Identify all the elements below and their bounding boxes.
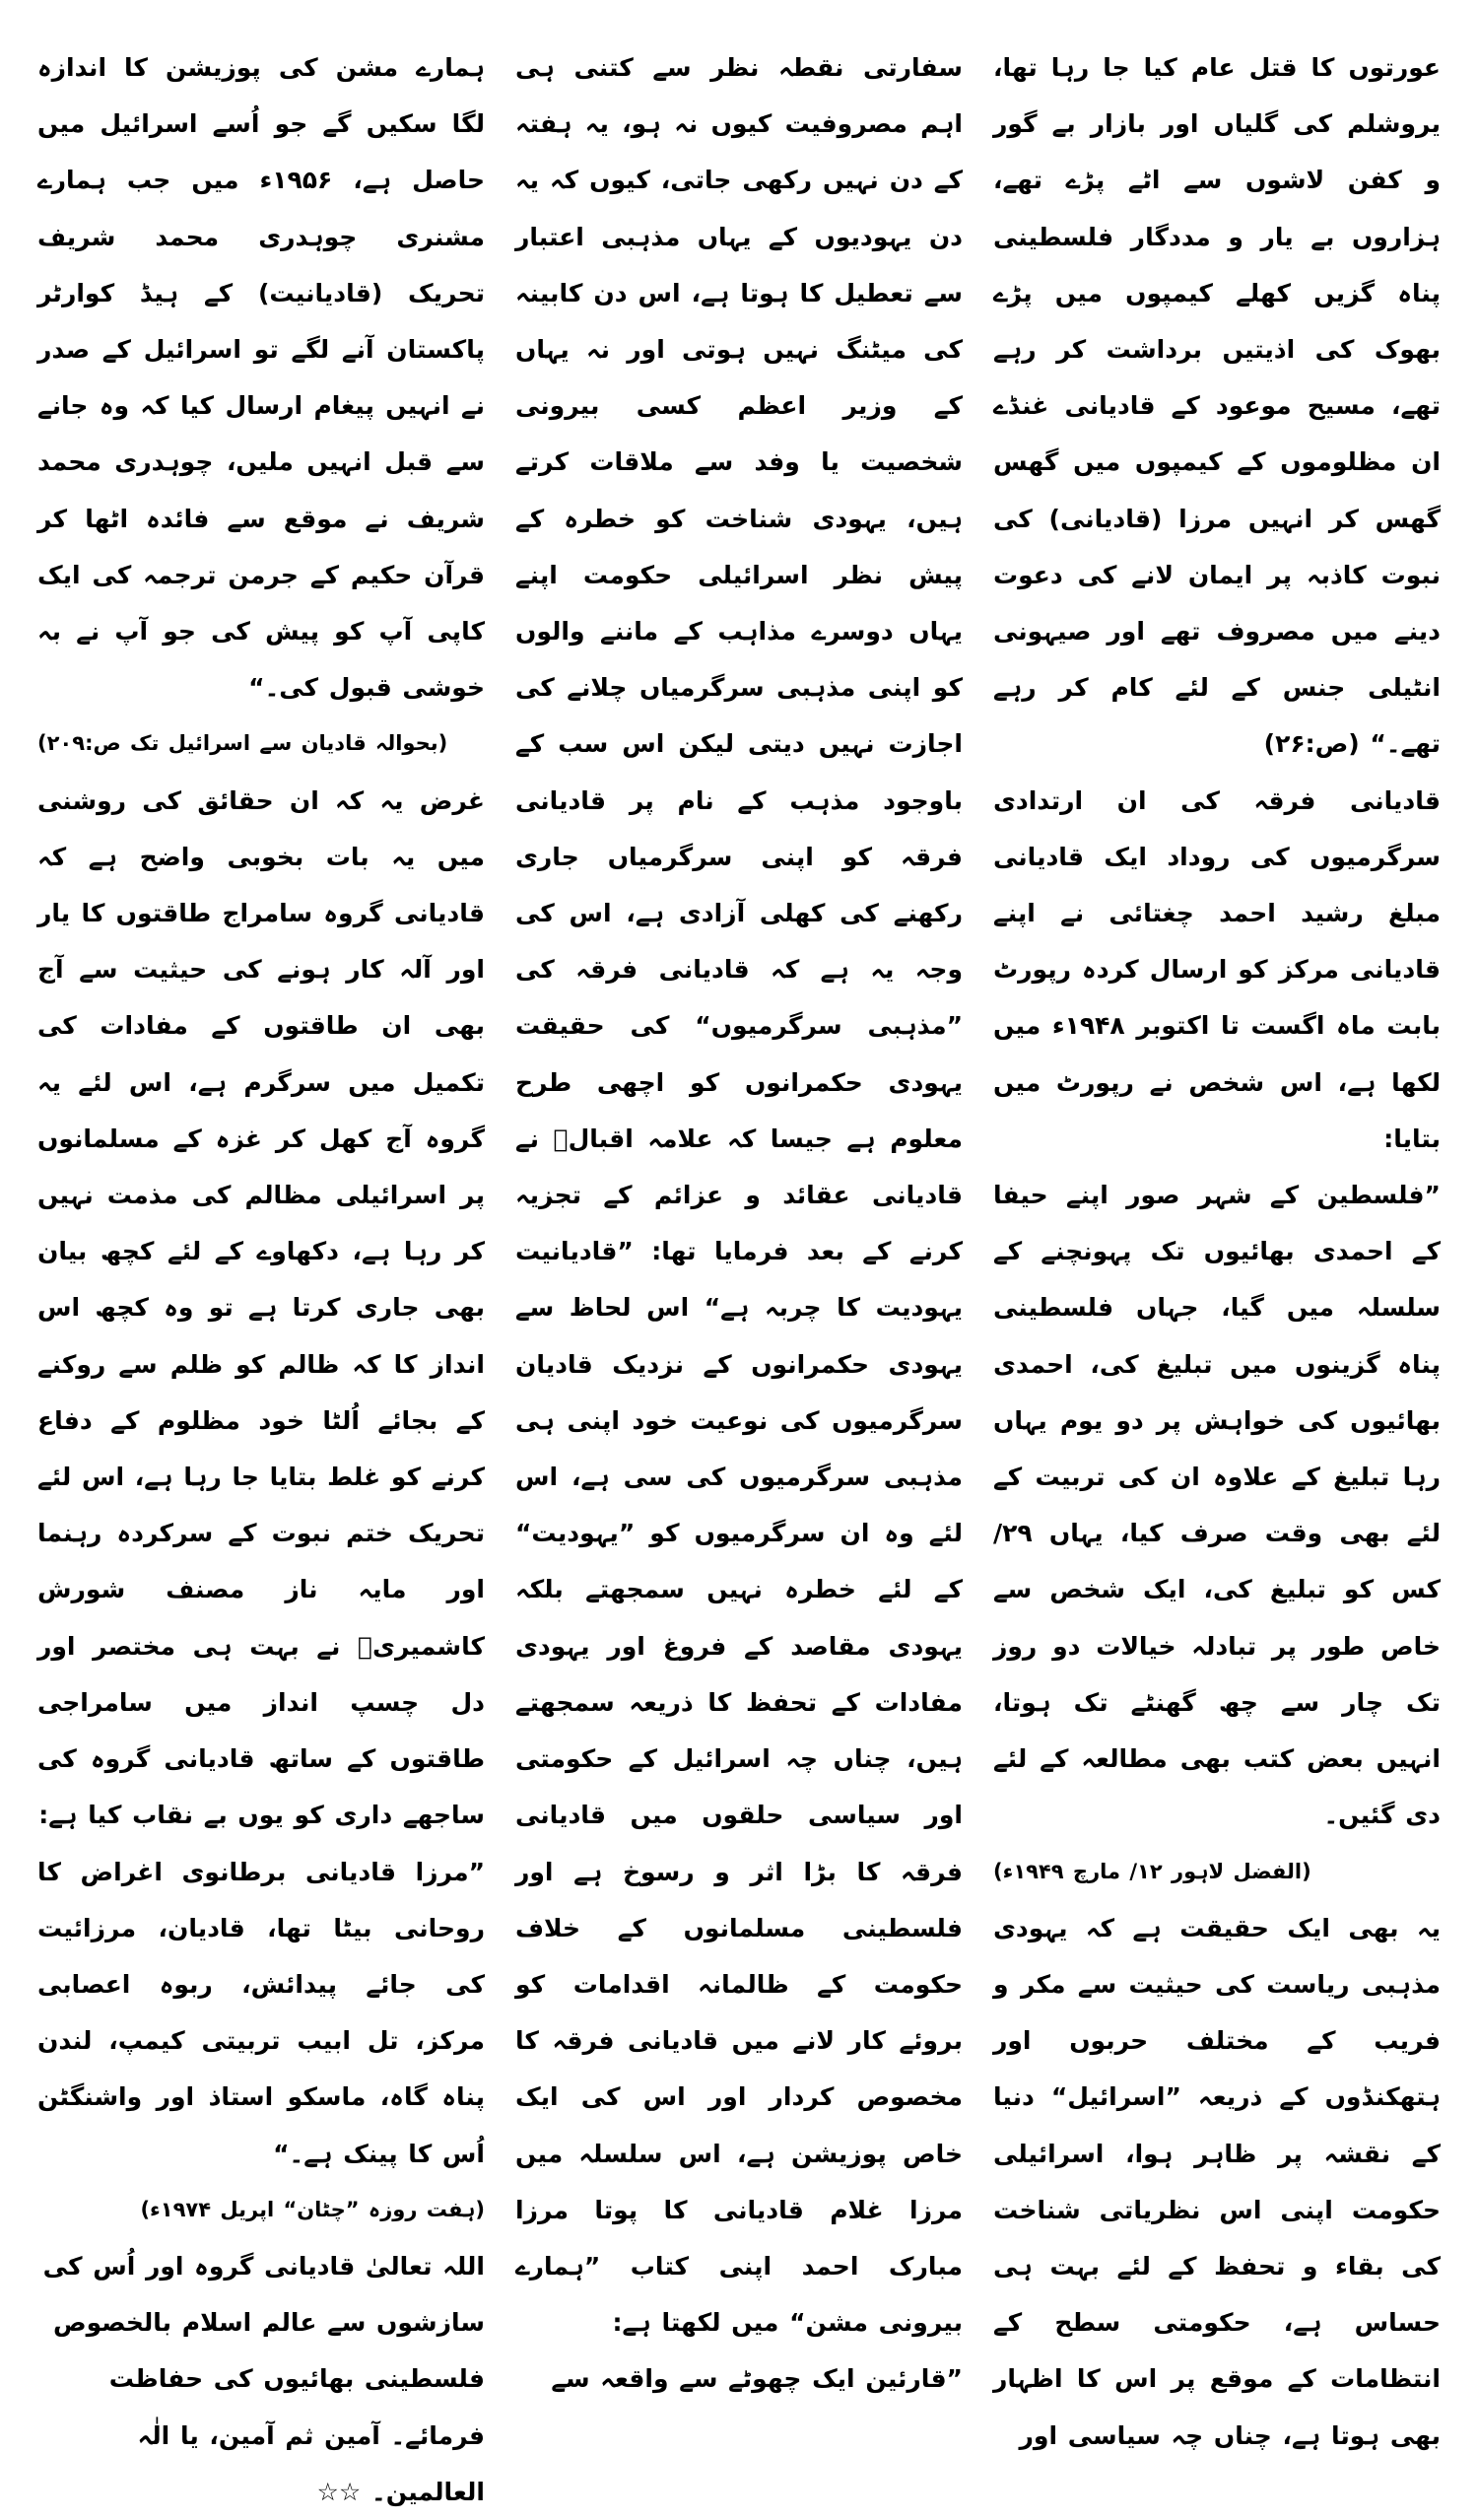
- quotation: ”قارئین ایک چھوٹے سے واقعہ سے: [551, 2364, 963, 2394]
- paragraph: عورتوں کا قتل عام کیا جا رہا تھا، یروشلم کی گلیاں اور بازار بے گور و کفن لاشوں سے اٹے پڑے تھے، ہزاروں بے یار و مددگار فلسطینی پناہ گزیں کھلے کیمپوں میں پڑے بھوک کی اذیتیں برداشت کر رہے تھے، مسیح موعود کے قادیانی غنڈے ان مظلوموں کے کیمپوں میں گھس گھس کر انہیں مرزا (قادیانی) کی نبوت کاذبہ پر ایمان لانے کی دعوت دینے میں مصروف تھے اور صیہونی انٹیلی جنس کے لئے کام کر رہے تھے۔“ (ص:۲۶): [993, 53, 1441, 759]
- citation: (ہفت روزہ ”چٹان“ اپریل ۱۹۷۴ء): [140, 2197, 485, 2221]
- paragraph: قادیانی فرقہ کی ان ارتدادی سرگرمیوں کی روداد ایک قادیانی مبلغ رشید احمد چغتائی نے اپنے قادیانی مرکز کو ارسال کردہ رپورٹ بابت ماہ اگست تا اکتوبر ۱۹۴۸ء میں لکھا ہے، اس شخص نے رپورٹ میں بتایا:: [993, 785, 1441, 1153]
- text-column-middle: [515, 39, 963, 2394]
- quotation: ”فلسطین کے شہر صور اپنے حیفا کے احمدی بھائیوں تک پہونچنے کے سلسلہ میں گیا، جہاں فلسطینی پناہ گزینوں میں تبلیغ کی، احمدی بھائیوں کی خواہش پر دو یوم یہاں رہا تبلیغ کے علاوہ ان کی تربیت کے لئے بھی وقت صرف کیا، یہاں ۲۹/کس کو تبلیغ کی، ایک شخص سے خاص طور پر تبادلہ خیالات دو روز تک چار سے چھ گھنٹے تک ہوتا، انہیں بعض کتب بھی مطالعہ کے لئے دی گئیں۔: [993, 1181, 1441, 1830]
- closing-paragraph: اللہ تعالیٰ قادیانی گروہ اور اُس کی سازشوں سے عالم اسلام بالخصوص فلسطینی بھائیوں کی حفاظت فرمائے۔ آمین ثم آمین، یا الٰہ العالمین۔ ☆☆: [42, 2251, 485, 2506]
- paragraph: ہمارے مشن کی پوزیشن کا اندازہ لگا سکیں گے جو اُسے اسرائیل میں حاصل ہے، ۱۹۵۶ء میں جب ہمارے مشنری چوہدری محمد شریف تحریک (قادیانیت) کے ہیڈ کوارٹر پاکستان آنے لگے تو اسرائیل کے صدر نے انہیں پیغام ارسال کیا کہ وہ جانے سے قبل انہیں ملیں، چوہدری محمد شریف نے موقع سے فائدہ اٹھا کر قرآن حکیم کے جرمن ترجمہ کی ایک کاپی آپ کو پیش کی جو آپ نے بہ خوشی قبول کی۔“: [37, 53, 485, 703]
- paragraph: غرض یہ کہ ان حقائق کی روشنی میں یہ بات بخوبی واضح ہے کہ قادیانی گروہ سامراج طاقتوں کا یار اور آلہ کار ہونے کی حیثیت سے آج بھی ان طاقتوں کے مفادات کی تکمیل میں سرگرم ہے، اس لئے یہ گروہ آج کھل کر غزہ کے مسلمانوں پر اسرائیلی مظالم کی مذمت نہیں کر رہا ہے، دکھاوے کے لئے کچھ بیان بھی جاری کرتا ہے تو وہ کچھ اس انداز کا کہ ظالم کو ظلم سے روکنے کے بجائے اُلٹا خود مظلوم کے دفاع کرنے کو غلط بتایا جا رہا ہے، اس لئے تحریک ختم نبوت کے سرکردہ رہنما اور مایہ ناز مصنف شورش کاشمیریؒ نے بہت ہی مختصر اور دل چسپ انداز میں سامراجی طاقتوں کے ساتھ قادیانی گروہ کی ساجھے داری کو یوں بے نقاب کیا ہے:: [37, 785, 485, 1830]
- paragraph: یہ بھی ایک حقیقت ہے کہ یہودی مذہبی ریاست کی حیثیت سے مکر و فریب کے مختلف حربوں اور ہتھکنڈوں کے ذریعہ ”اسرائیل“ دنیا کے نقشہ پر ظاہر ہوا، اسرائیلی حکومت اپنی اس نظریاتی شناخت کی بقاء و تحفظ کے لئے بہت ہی حساس ہے، حکومتی سطح کے انتظامات کے موقع پر اس کا اظہار بھی ہوتا ہے، چناں چہ سیاسی اور: [993, 1913, 1441, 2450]
- paragraph: سفارتی نقطہ نظر سے کتنی ہی اہم مصروفیت کیوں نہ ہو، یہ ہفتہ کے دن نہیں رکھی جاتی، کیوں کہ یہ دن یہودیوں کے یہاں مذہبی اعتبار سے تعطیل کا ہوتا ہے، اس دن کابینہ کی میٹنگ نہیں ہوتی اور نہ یہاں کے وزیر اعظم کسی بیرونی شخصیت یا وفد سے ملاقات کرتے ہیں، یہودی شناخت کو خطرہ کے پیش نظر اسرائیلی حکومت اپنے یہاں دوسرے مذاہب کے ماننے والوں کو اپنی مذہبی سرگرمیاں چلانے کی اجازت نہیں دیتی لیکن اس سب کے باوجود مذہب کے نام پر قادیانی فرقہ کو اپنی سرگرمیاں جاری رکھنے کی کھلی آزادی ہے، اس کی وجہ یہ ہے کہ قادیانی فرقہ کی ”مذہبی سرگرمیوں“ کی حقیقت یہودی حکمرانوں کو اچھی طرح معلوم ہے جیسا کہ علامہ اقبالؒ نے قادیانی عقائد و عزائم کے تجزیہ کرنے کے بعد فرمایا تھا: ”قادیانیت یہودیت کا چربہ ہے“ اس لحاظ سے یہودی حکمرانوں کے نزدیک قادیان سرگرمیوں کی نوعیت خود اپنی ہی مذہبی سرگرمیوں کی سی ہے، اس لئے وہ ان سرگرمیوں کو ”یہودیت“ کے لئے خطرہ نہیں سمجھتے بلکہ یہودی مقاصد کے فروغ اور یہودی مفادات کے تحفظ کا ذریعہ سمجھتے ہیں، چناں چہ اسرائیل کے حکومتی اور سیاسی حلقوں میں قادیانی فرقہ کا بڑا اثر و رسوخ ہے اور فلسطینی مسلمانوں کے خلاف حکومت کے ظالمانہ اقدامات کو بروئے کار لانے میں قادیانی فرقہ کا مخصوص کردار اور اس کی ایک خاص پوزیشن ہے، اس سلسلہ میں مرزا غلام قادیانی کا پوتا مرزا مبارک احمد اپنی کتاب ”ہمارے بیرونی مشن“ میں لکھتا ہے:: [515, 53, 963, 2338]
- text-column-left: [37, 39, 485, 2506]
- citation: (بحوالہ قادیان سے اسرائیل تک ص:۲۰۹): [37, 731, 448, 756]
- quotation: ”مرزا قادیانی برطانوی اغراض کا روحانی بیٹا تھا، قادیان، مرزائیت کی جائے پیدائش، ربوہ اعصابی مرکز، تل ابیب تربیتی کیمپ، لندن پناہ گاہ، ماسکو استاذ اور واشنگٹن اُس کا پینک ہے۔“: [37, 1857, 485, 2168]
- citation: (الفضل لاہور ۱۲/ مارچ ۱۹۴۹ء): [993, 1859, 1311, 1883]
- text-column-right: [993, 39, 1441, 2450]
